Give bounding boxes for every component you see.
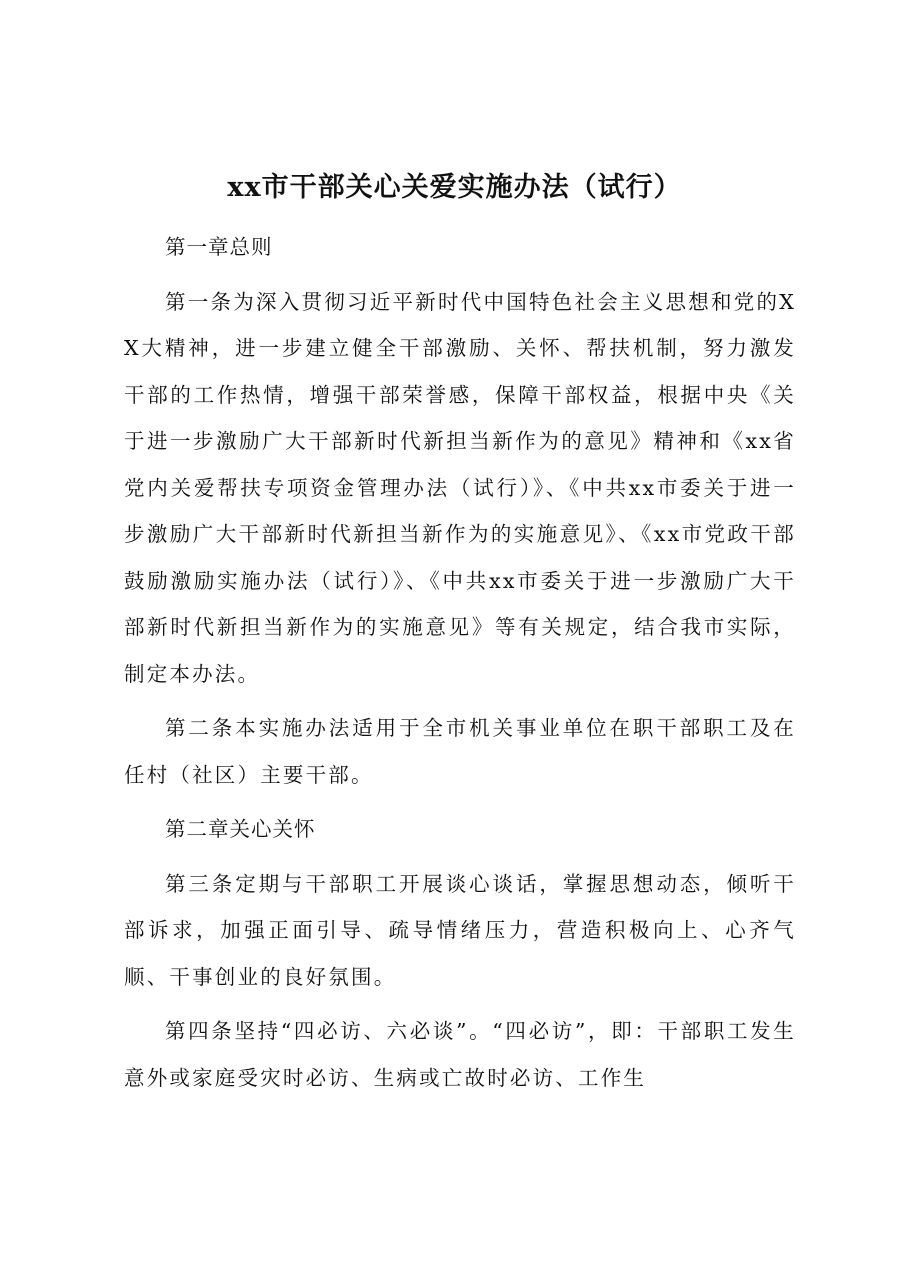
article-4-paragraph: 第四条坚持“四必访、六必谈”。“四必访”，即：干部职工发生意外或家庭受灾时必访、生病或亡故时必访、工作生 <box>124 1019 796 1090</box>
document-title: xx市干部关心关爱实施办法（试行） <box>227 172 682 203</box>
article-3-paragraph: 第三条定期与干部职工开展谈心谈话，掌握思想动态，倾听干部诉求，加强正面引导、疏导情绪压力，营造积极向上、心齐气顺、干事创业的良好氛围。 <box>124 871 796 989</box>
chapter-1-heading: 第一章总则 <box>165 235 273 259</box>
article-1-paragraph: 第一条为深入贯彻习近平新时代中国特色社会主义思想和党的XX大精神，进一步建立健全干部激励、关怀、帮扶机制，努力激发干部的工作热情，增强干部荣誉感，保障干部权益，根据中央《关于进一步激励广大干部新时代新担当新作为的意见》精神和《xx省党内关爱帮扶专项资金管理办法（试行）》、《中共xx市委关于进一步激励广大干部新时代新担当新作为的实施意见》、《xx市党政干部鼓励激励实施办法（试行）》、《中共xx市委关于进一步激励广大干部新时代新担当新作为的实施意见》等有关规定，结合我市实际，制定本办法。 <box>124 289 796 686</box>
document-body <box>124 224 796 1101</box>
article-2-paragraph: 第二条本实施办法适用于全市机关事业单位在职干部职工及在任村（社区）主要干部。 <box>124 716 796 787</box>
chapter-2-heading: 第二章关心关怀 <box>165 817 316 841</box>
